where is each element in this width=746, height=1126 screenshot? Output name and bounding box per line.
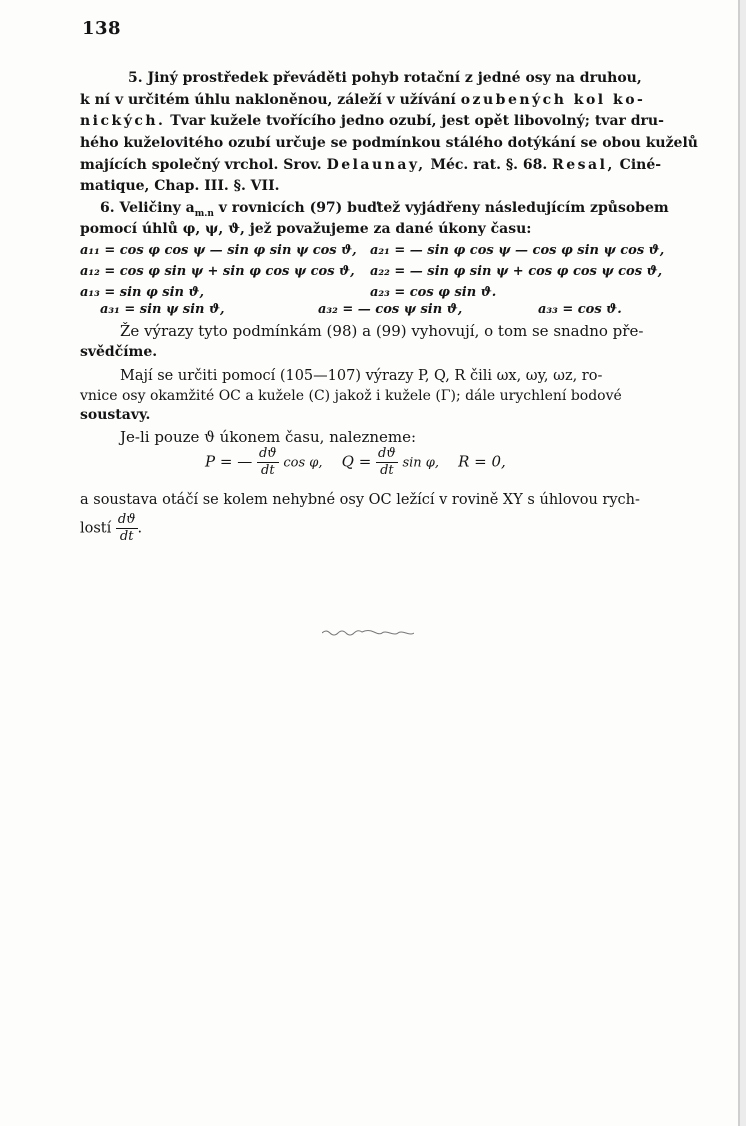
para5-line6: matique, Chap. III. §. VII. <box>80 178 280 194</box>
para6-line1-a: 6. Veličiny a <box>100 200 195 216</box>
para10-line1: a soustava otáčí se kolem nehybné osy OC ležící v rovině XY s úhlovou rych- <box>80 492 640 508</box>
formula-p-den: dt <box>261 463 275 478</box>
formula-p-num: dϑ <box>258 446 277 461</box>
para5-line5-a: majících společný vrchol. Srov. <box>80 157 327 173</box>
formula-q-num: dϑ <box>378 446 396 461</box>
page-number: 138 <box>82 18 122 39</box>
author-delaunay: Delaunay, <box>326 157 426 173</box>
para7-line2: svědčíme. <box>80 344 158 360</box>
para10-frac-num: dϑ <box>117 512 136 527</box>
eq-a23: a₂₃ = cos φ sin ϑ. <box>370 285 497 300</box>
eq-a13: a₁₃ = sin φ sin ϑ, <box>80 285 205 300</box>
eq-a31: a₃₁ = sin ψ sin ϑ, <box>100 302 225 317</box>
page-edge <box>740 0 746 1126</box>
para7-line1: Že výrazy tyto podmínkám (98) a (99) vyhovují, o tom se snadno pře- <box>120 322 644 340</box>
formula-q-den: dt <box>380 463 394 478</box>
para6-line1-b: v rovnicích (97) buďtež vyjádřeny následujícím způsobem <box>213 200 669 216</box>
para8-line3: soustavy. <box>80 407 151 423</box>
para5-line5-c: Méc. rat. §. 68. <box>425 157 553 173</box>
para5-emphasis: ozubených kol ko- <box>460 92 646 108</box>
para6-sub: m.n <box>194 208 214 219</box>
para8-line2: vnice osy okamžité OC a kužele (C) jakož i kužele (Γ); dále urychlení bodové <box>80 388 622 404</box>
formula-p-lhs: P = — <box>205 452 253 471</box>
para5-line2-text: k ní v určitém úhlu nakloněnou, záleží v užívání <box>80 92 461 108</box>
para5-line4: hého kuželovitého ozubí určuje se podmínkou stálého dotýkání se obou kuželů <box>80 135 698 151</box>
formula-q-fraction <box>376 446 398 479</box>
para10-line2-b: . <box>137 520 143 537</box>
display-formula <box>205 446 506 479</box>
author-resal: Resal, <box>552 157 615 173</box>
eq-a22: a₂₂ = — sin φ sin ψ + cos φ cos ψ cos ϑ, <box>370 264 663 279</box>
para10-line2 <box>80 512 142 545</box>
eq-a12: a₁₂ = cos φ sin ψ + sin φ cos ψ cos ϑ, <box>80 264 355 279</box>
para5-line2 <box>80 92 645 108</box>
end-ornament <box>322 628 414 636</box>
eq-a11: a₁₁ = cos φ cos ψ — sin φ sin ψ cos ϑ, <box>80 243 357 258</box>
para10-fraction <box>116 512 138 545</box>
formula-p-rhs: cos φ, <box>283 455 323 471</box>
para5-emphasis-2: nických. <box>80 113 166 129</box>
eq-a32: a₃₂ = — cos ψ sin ϑ, <box>318 302 463 317</box>
formula-q-lhs: Q = <box>341 452 372 471</box>
formula-r: R = 0, <box>458 452 506 471</box>
formula-q-rhs: sin φ, <box>402 455 440 471</box>
para10-line2-a: lostí <box>80 520 112 537</box>
para8-line1: Mají se určiti pomocí (105—107) výrazy P, Q, R čili ωx, ωy, ωz, ro- <box>120 368 603 384</box>
page-edge-line <box>738 0 740 1126</box>
para6-line1 <box>100 200 669 219</box>
formula-p-fraction <box>257 446 279 479</box>
para5-line3-text: Tvar kužele tvořícího jedno ozubí, jest opět libovolný; tvar dru- <box>165 113 664 129</box>
eq-a21: a₂₁ = — sin φ cos ψ — cos φ sin ψ cos ϑ, <box>370 243 665 258</box>
para9-line1: Je-li pouze ϑ úkonem času, nalezneme: <box>120 428 417 446</box>
para5-line3 <box>80 113 664 129</box>
eq-a33: a₃₃ = cos ϑ. <box>538 302 622 317</box>
para6-line2: pomocí úhlů φ, ψ, ϑ, jež považujeme za dané úkony času: <box>80 221 532 237</box>
para10-frac-den: dt <box>119 529 134 544</box>
para5-line1: 5. Jiný prostředek převáděti pohyb rotační z jedné osy na druhou, <box>128 70 642 86</box>
para5-line5-e: Ciné- <box>614 157 662 173</box>
para5-line5 <box>80 157 661 173</box>
